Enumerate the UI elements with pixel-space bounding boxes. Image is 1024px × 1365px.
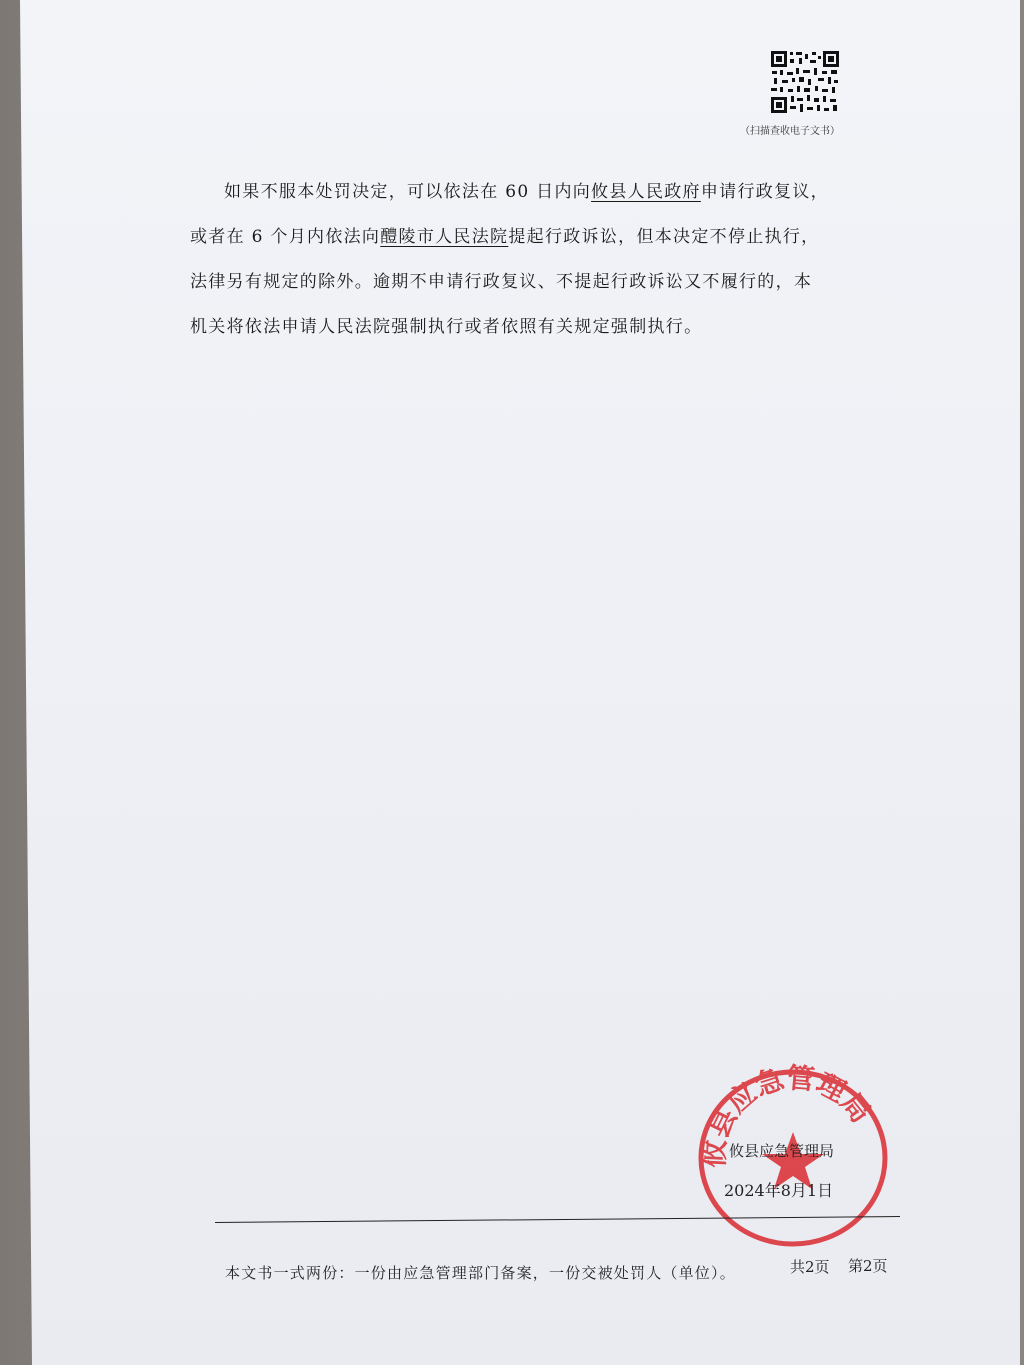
issue-date: 2024年8月1日 — [724, 1181, 834, 1200]
issuing-authority: 攸县应急管理局 — [729, 1142, 835, 1160]
paragraph-line-2 — [190, 215, 850, 260]
page-number: 第2页 — [848, 1257, 888, 1275]
government-name: 攸县人民政府 — [591, 182, 701, 202]
notice-paragraph — [190, 170, 850, 350]
qr-code-icon — [770, 50, 840, 114]
svg-text:攸县应急管理局: 攸县应急管理局 — [697, 1061, 878, 1169]
page-total: 共2页 — [790, 1258, 830, 1276]
paragraph-line-1 — [190, 170, 850, 215]
footer-note: 本文书一式两份：一份由应急管理部门备案，一份交被处罚人（单位）。 — [225, 1264, 736, 1282]
line1-part-b: 申请行政复议， — [700, 182, 829, 202]
line1-part-a: 如果不服本处罚决定，可以依法在 60 日内向 — [224, 182, 592, 202]
qr-caption: （扫描查收电子文书） — [740, 126, 840, 137]
court-name: 醴陵市人民法院 — [380, 227, 509, 247]
line2-part-b: 提起行政诉讼，但本决定不停止执行， — [508, 227, 820, 247]
paragraph-line-3: 法律另有规定的除外。逾期不申请行政复议、不提起行政诉讼又不履行的，本 — [190, 272, 813, 292]
paragraph-line-4: 机关将依法申请人民法院强制执行或者依照有关规定强制执行。 — [190, 317, 703, 337]
line2-part-a: 或者在 6 个月内依法向 — [190, 227, 381, 247]
